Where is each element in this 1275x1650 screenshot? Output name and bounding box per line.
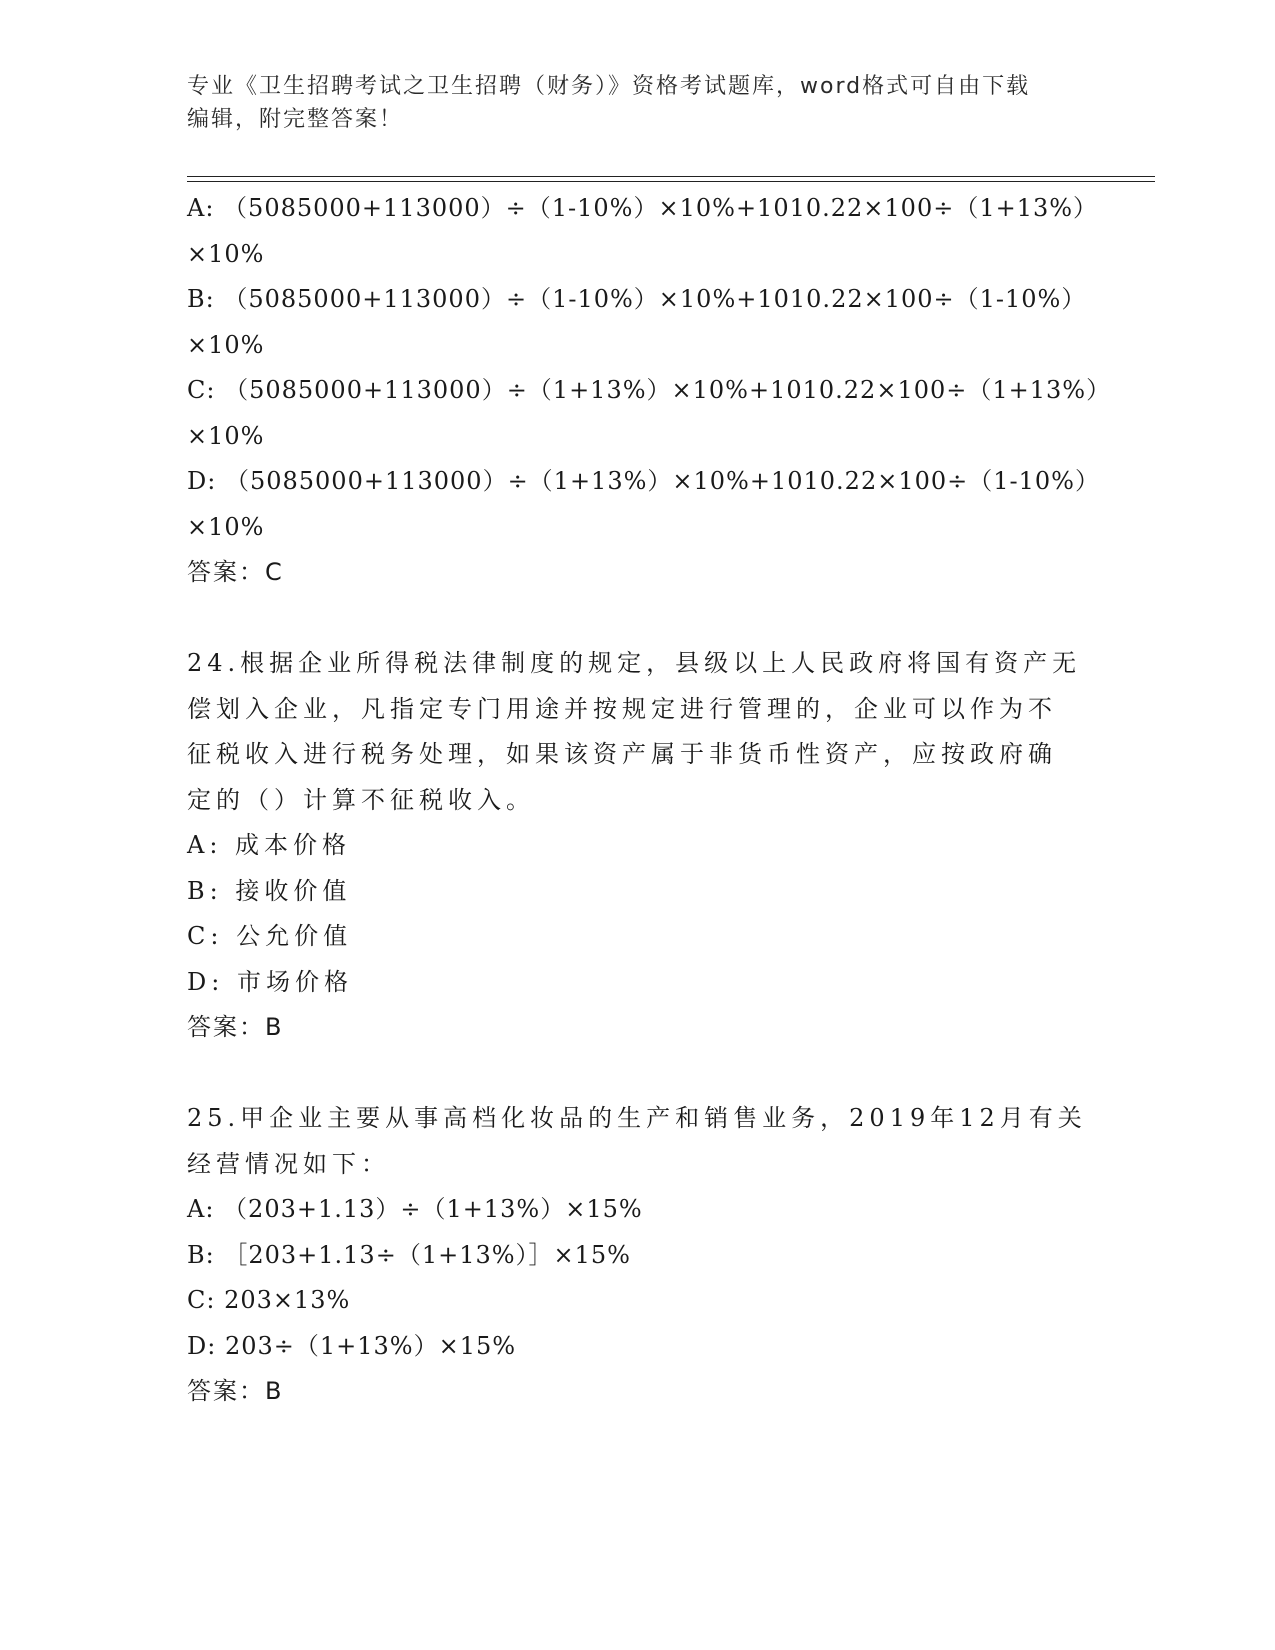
header-divider-top <box>187 176 1155 177</box>
answer-line: 答案：C <box>187 558 284 586</box>
question-stem-line: 征税收入进行税务处理，如果该资产属于非货币性资产，应按政府确 <box>187 740 1057 768</box>
question-stem-line: 24.根据企业所得税法律制度的规定，县级以上人民政府将国有资产无 <box>187 649 1082 677</box>
question-stem-line: 25.甲企业主要从事高档化妆品的生产和销售业务，2019年12月有关 <box>187 1104 1087 1132</box>
spacer <box>187 1051 1087 1097</box>
header-line-1: 专业《卫生招聘考试之卫生招聘（财务）》资格考试题库，word格式可自由下载 <box>187 74 1031 99</box>
option-a-line-1: A: （5085000+113000）÷（1-10%）×10%+1010.22×100÷（1+13%） <box>187 194 1099 222</box>
option-c-line-2: ×10% <box>187 421 265 450</box>
question-content <box>187 186 1112 1415</box>
option-c-line-1: C: （5085000+113000）÷（1+13%）×10%+1010.22×100÷（1+13%） <box>187 376 1112 404</box>
option-b-line-2: ×10% <box>187 330 265 359</box>
option-c: C: 203×13% <box>187 1286 351 1314</box>
option-b-line-1: B: （5085000+113000）÷（1-10%）×10%+1010.22×100÷（1-10%） <box>187 285 1087 313</box>
question-23-options <box>187 186 1112 596</box>
option-d-line-1: D: （5085000+113000）÷（1+13%）×10%+1010.22×100÷（1-10%） <box>187 467 1100 495</box>
question-stem-line: 偿划入企业，凡指定专门用途并按规定进行管理的，企业可以作为不 <box>187 694 1057 723</box>
spacer <box>187 596 1087 642</box>
option-a-line-2: ×10% <box>187 239 265 268</box>
answer-line: 答案：B <box>187 1377 284 1405</box>
option-d: D: 203÷（1+13%）×15% <box>187 1331 517 1360</box>
question-stem-line: 经营情况如下： <box>187 1149 390 1178</box>
answer-line: 答案：B <box>187 1013 284 1041</box>
question-24 <box>187 641 1087 1051</box>
question-25 <box>187 1096 1087 1415</box>
option-b: B: 接收价值 <box>187 876 352 905</box>
document-header <box>187 70 1087 136</box>
header-line-2: 编辑，附完整答案！ <box>187 107 404 132</box>
option-d-line-2: ×10% <box>187 512 265 541</box>
option-c: C: 公允价值 <box>187 922 353 950</box>
question-stem-line: 定的（）计算不征税收入。 <box>187 785 535 814</box>
option-a: A: （203+1.13）÷（1+13%）×15% <box>187 1195 643 1223</box>
option-a: A: 成本价格 <box>187 831 352 859</box>
header-divider-bottom <box>187 181 1155 182</box>
option-b: B: ［203+1.13÷（1+13%）］×15% <box>187 1240 631 1269</box>
option-d: D: 市场价格 <box>187 967 353 996</box>
